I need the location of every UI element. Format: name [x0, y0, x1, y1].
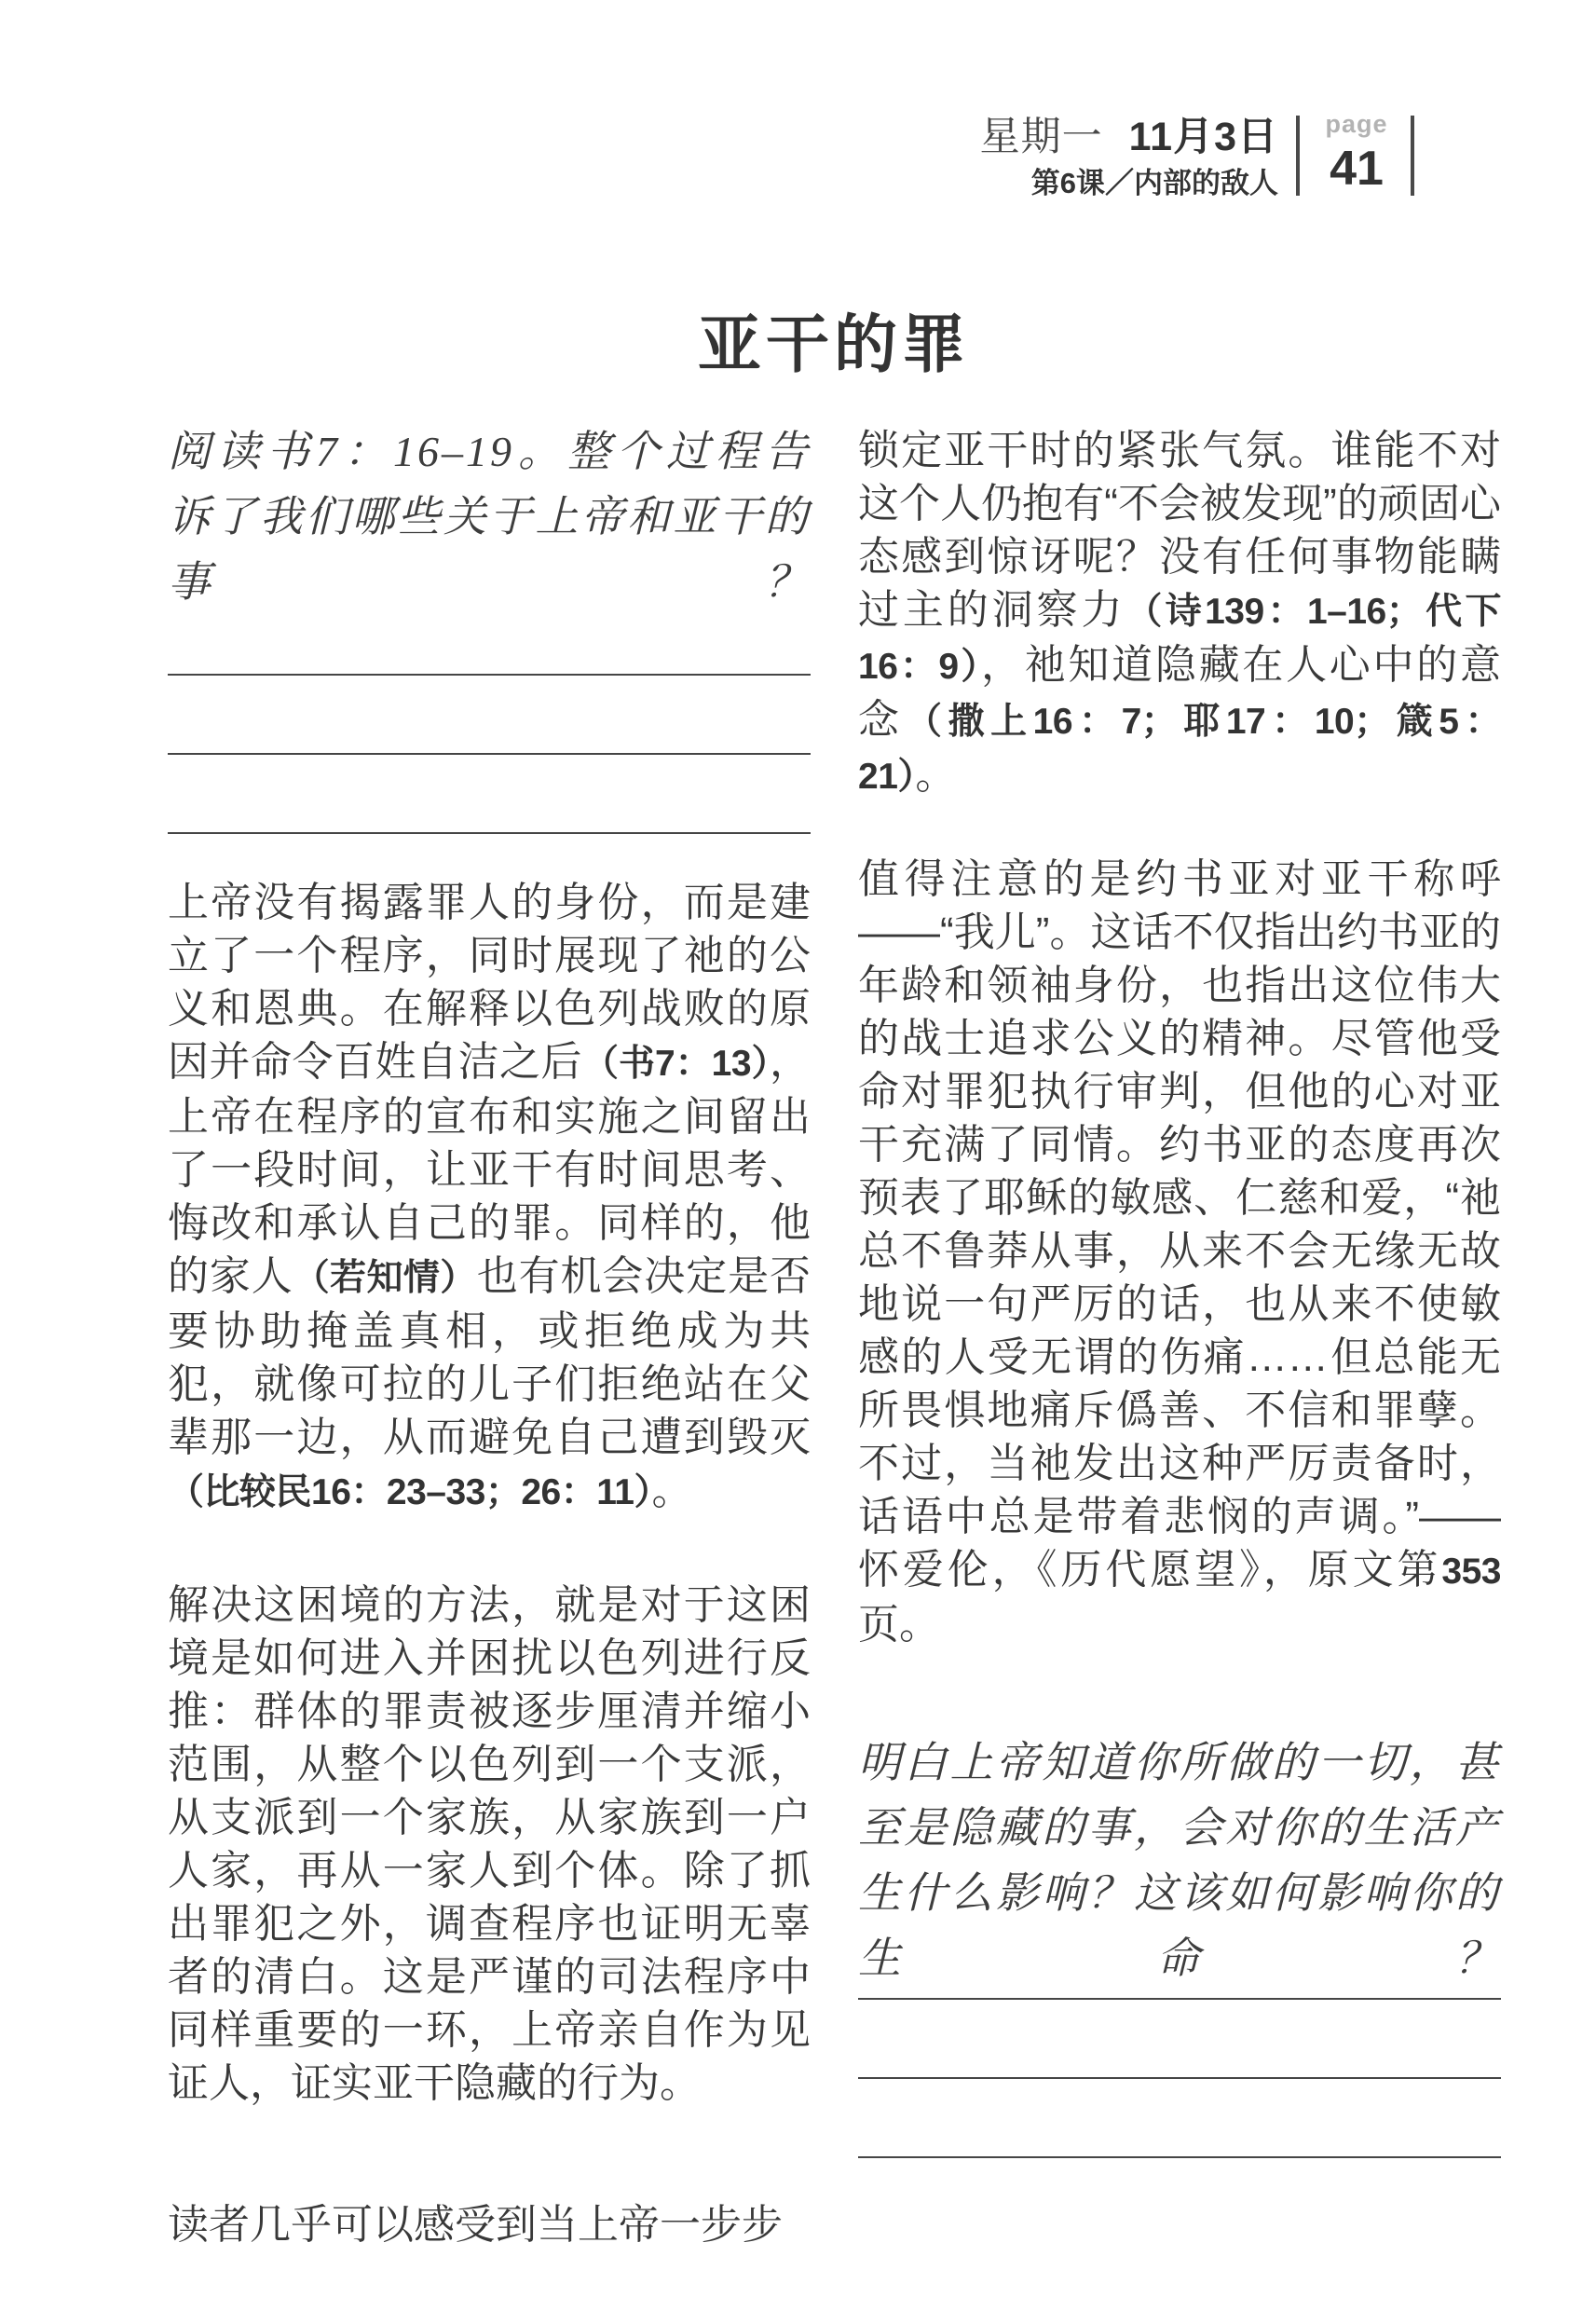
text-run: 页。	[858, 1602, 940, 1648]
page-number: 41	[1330, 142, 1384, 196]
answer-line	[168, 832, 811, 834]
text-run: 锁定亚干时的紧张气氛。谁能不对这个人仍抱有“不会被发现”的顽固心态感到惊讶呢？没有任何事物能瞒过主的洞察力	[858, 428, 1501, 633]
answer-lines-group	[168, 674, 811, 834]
answer-line	[858, 1998, 1501, 2077]
scripture-reference: （诗139：1–16；代下16：9）	[858, 592, 1501, 687]
header-divider-right	[1411, 116, 1414, 196]
answer-line	[168, 753, 811, 832]
left-column	[168, 419, 811, 2251]
application-question: 明白上帝知道你所做的一切，甚至是隐藏的事，会对你的生活产生什么影响？这该如何影响你的生命？	[858, 1739, 1501, 1982]
text-run: 。	[915, 752, 957, 798]
answer-line	[858, 2156, 1501, 2158]
body-paragraph	[168, 2198, 811, 2251]
text-run: 解决这困境的方法，就是对于这困境是如何进入并困扰以色列进行反推：群体的罪责被逐步厘清并缩小范围，从整个以色列到一个支派，从支派到一个家族，从家族到一户人家，再从一家人到个体。除了抓出罪犯之外，调查程序也证明无辜者的清白。这是严谨的司法程序中同样重要的一环，上帝亲自作为见证人，证实亚干隐藏的行为。	[168, 1582, 811, 2106]
body-paragraph	[168, 1579, 811, 2110]
text-run: 也有机会决定是否要协助掩盖真相，或拒绝成为共犯，就像可拉的儿子们拒绝站在父辈那一边，从而避免自己遭到毁灭	[168, 1253, 811, 1460]
page-header	[839, 117, 1278, 198]
text-run: ，祂知道隐藏在人心中的意念	[858, 642, 1501, 743]
text-run: ，上帝在程序的宣布和实施之间留出了一段时间，让亚干有时间思考、悔改和承认自己的罪。同样的，他的家人	[168, 1039, 811, 1299]
body-paragraph	[168, 876, 811, 1519]
body-paragraph	[858, 424, 1501, 803]
text-run: 值得注意的是约书亚对亚干称呼——“我儿”。这话不仅指出约书亚的年龄和领袖身份，也指出这位伟大的战士追求公义的精神。尽管他受命对罪犯执行审判，但他的心对亚干充满了同情。约书亚的态度再次预表了耶稣的敏感、仁慈和爱，“祂总不鲁莽从事，从来不会无缘无故地说一句严厉的话，也从来不使敏感的人受无谓的伤痛……但总能无所畏惧地痛斥僞善、不信和罪孽。不过，当祂发出这种严厉责备时，话语中总是带着悲悯的声调。”——怀爱伦，《历代愿望》，原文第	[858, 856, 1501, 1593]
text-run: 。	[651, 1468, 693, 1513]
study-question: 阅读书7：16–19。整个过程告诉了我们哪些关于上帝和亚干的事？	[168, 428, 811, 606]
body-paragraph	[858, 853, 1501, 1651]
weekday-label: 星期一	[979, 115, 1103, 159]
scripture-reference: （书7：13）	[581, 1044, 770, 1084]
scripture-reference: 353	[1441, 1552, 1501, 1592]
answer-lines-group	[858, 1998, 1501, 2158]
text-run: 读者几乎可以感受到当上帝一步步	[168, 2202, 783, 2248]
header-date-line	[839, 117, 1278, 157]
lesson-label: 第6课／内部的敌人	[1030, 167, 1278, 199]
page-label: page	[1325, 110, 1388, 138]
page-title: 亚干的罪	[697, 309, 970, 380]
scripture-reference: （比较民16：23–33；26：11）	[168, 1472, 652, 1512]
scripture-reference: （撒上16：7；耶17：10；箴5：21）	[858, 702, 1501, 797]
page-number-block	[1312, 110, 1401, 196]
right-column	[858, 419, 1501, 2158]
date-label: 11月3日	[1128, 115, 1278, 159]
header-divider-left	[1296, 116, 1300, 196]
scripture-reference: （若知情）	[293, 1258, 477, 1298]
text-run: 上帝没有揭露罪人的身份，而是建立了一个程序，同时展现了祂的公义和恩典。在解释以色列战败的原因并命令百姓自洁之后	[168, 880, 811, 1085]
answer-line	[858, 2077, 1501, 2156]
answer-line	[168, 674, 811, 753]
